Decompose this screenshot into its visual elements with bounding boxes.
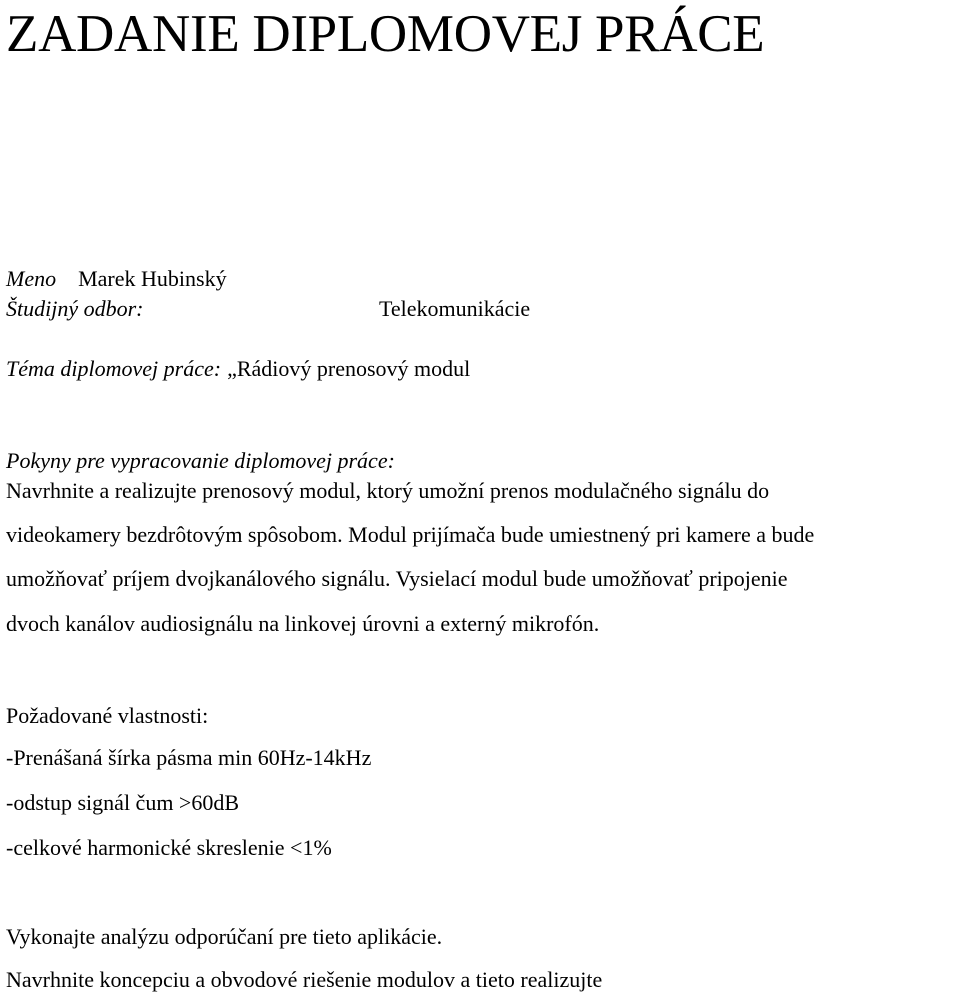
study-field-label: Študijný odbor: xyxy=(6,296,144,321)
document-title: ZADANIE DIPLOMOVEJ PRÁCE xyxy=(6,5,765,63)
instructions-heading-text: Pokyny pre vypracovanie diplomovej práce: xyxy=(6,448,395,473)
study-field-row xyxy=(6,295,606,323)
requirement-item: -odstup signál čum >60dB xyxy=(6,790,240,815)
requirements-heading: Požadované vlastnosti: xyxy=(6,703,209,728)
thesis-topic-value: „Rádiový prenosový modul xyxy=(227,356,471,381)
thesis-topic-label: Téma diplomovej práce: xyxy=(6,356,222,381)
instructions-line-3: umožňovať príjem dvojkanálového signálu. Vysielací modul bude umožňovať pripojenie xyxy=(6,566,788,591)
instructions-line-1: Navrhnite a realizujte prenosový modul, ktorý umožní prenos modulačného signálu do xyxy=(6,478,770,503)
study-field-value: Telekomunikácie xyxy=(379,296,531,321)
closing-line-2: Navrhnite koncepciu a obvodové riešenie modulov a tieto realizujte xyxy=(6,967,603,992)
thesis-topic-row xyxy=(6,355,470,383)
student-name-row xyxy=(6,265,227,293)
requirement-item: -celkové harmonické skreslenie <1% xyxy=(6,835,332,860)
instructions-line-2: videokamery bezdrôtovým spôsobom. Modul prijímača bude umiestnený pri kamere a bude xyxy=(6,522,815,547)
instructions-line-4: dvoch kanálov audiosignálu na linkovej úrovni a externý mikrofón. xyxy=(6,611,600,636)
instructions-heading xyxy=(6,447,395,475)
name-label: Meno xyxy=(6,266,57,291)
closing-line-1: Vykonajte analýzu odporúčaní pre tieto aplikácie. xyxy=(6,924,443,949)
document-page xyxy=(6,0,956,997)
requirement-item: -Prenášaná šírka pásma min 60Hz-14kHz xyxy=(6,745,372,770)
name-value: Marek Hubinský xyxy=(78,266,227,291)
